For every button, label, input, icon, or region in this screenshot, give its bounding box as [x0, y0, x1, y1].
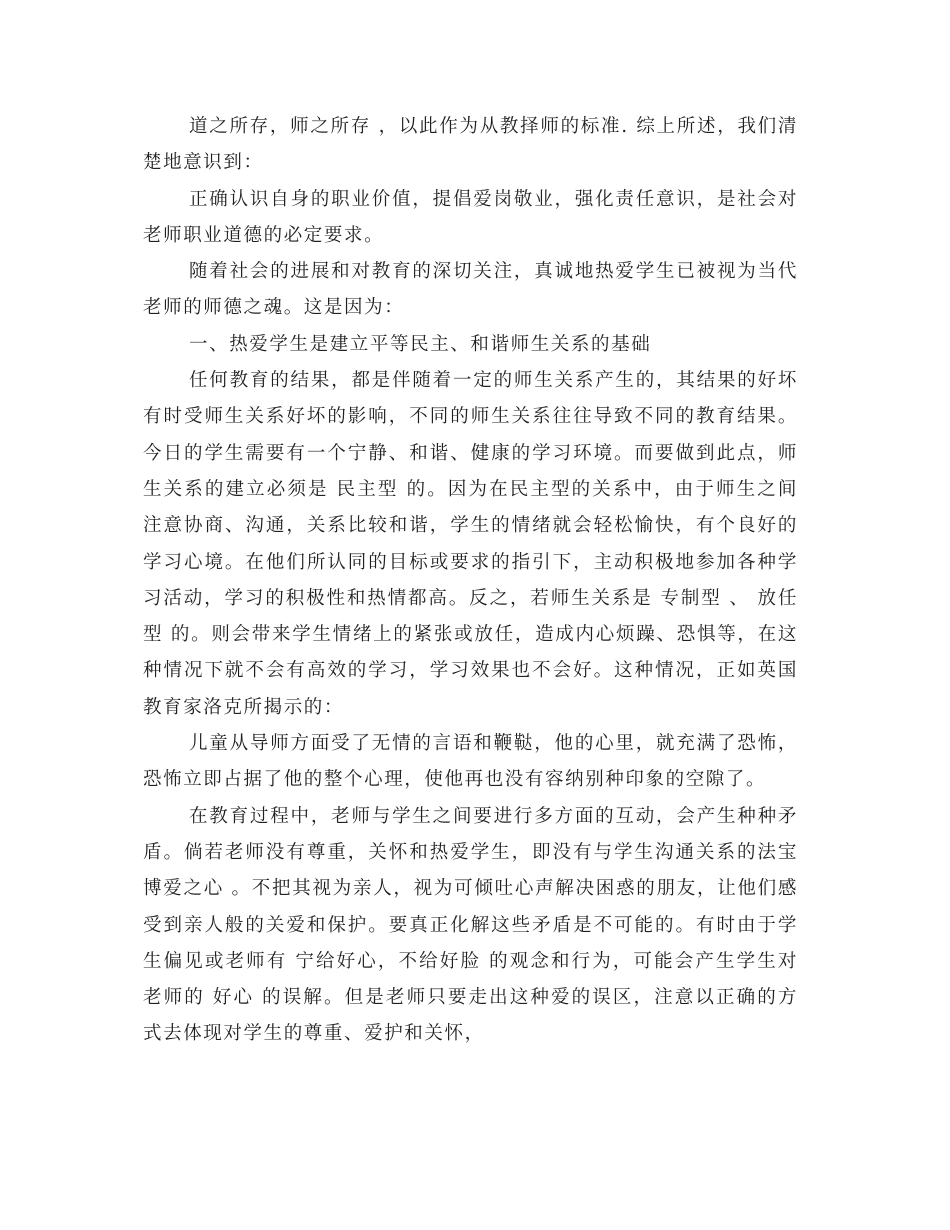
section-heading: 一、热爱学生是建立平等民主、和谐师生关系的基础	[189, 333, 652, 355]
paragraph-7: 在教育过程中，老师与学生之间要进行多方面的互动，会产生种种矛盾。倘若老师没有尊重，关怀和热爱学生，即没有与学生沟通关系的法宝 博爱之心 。不把其视为亲人，视为可倾吐心声解决困惑的朋友，让他们感受到亲人般的关爱和保护。要真正化解这些矛盾是不可能的。有时由于学生偏见或老师有 宁给好心，不给好脸 的观念和行为，可能会产生学生对老师的 好心 的误解。但是老师只要走出这种爱的误区，注意以正确的方式去体现对学生的尊重、爱护和关怀，	[143, 805, 798, 1045]
document-body	[143, 109, 798, 1053]
quote-paragraph: 儿童从导师方面受了无情的言语和鞭鞑，他的心里，就充满了恐怖，恐怖立即占据了他的整个心理，使他再也没有容纳别种印象的空隙了。	[143, 733, 798, 791]
paragraph-2: 正确认识自身的职业价值，提倡爱岗敬业，强化责任意识，是社会对老师职业道德的必定要求。	[143, 188, 798, 246]
paragraph-3: 随着社会的进展和对教育的深切关注，真诚地热爱学生已被视为当代老师的师德之魂。这是因为：	[143, 261, 798, 319]
paragraph-1: 道之所存，师之所存 ，以此作为从教择师的标准. 综上所述，我们清楚地意识到：	[143, 116, 798, 174]
paragraph-5: 任何教育的结果，都是伴随着一定的师生关系产生的，其结果的好坏有时受师生关系好坏的影响，不同的师生关系往往导致不同的教育结果。今日的学生需要有一个宁静、和谐、健康的学习环境。而要做到此点，师生关系的建立必须是 民主型 的。因为在民主型的关系中，由于师生之间注意协商、沟通，关系比较和谐，学生的情绪就会轻松愉快，有个良好的学习心境。在他们所认同的目标或要求的指引下，主动积极地参加各种学习活动，学习的积极性和热情都高。反之，若师生关系是 专制型 、 放任型 的。则会带来学生情绪上的紧张或放任，造成内心烦躁、恐惧等，在这种情况下就不会有高效的学习，学习效果也不会好。这种情况，正如英国教育家洛克所揭示的：	[143, 370, 798, 718]
